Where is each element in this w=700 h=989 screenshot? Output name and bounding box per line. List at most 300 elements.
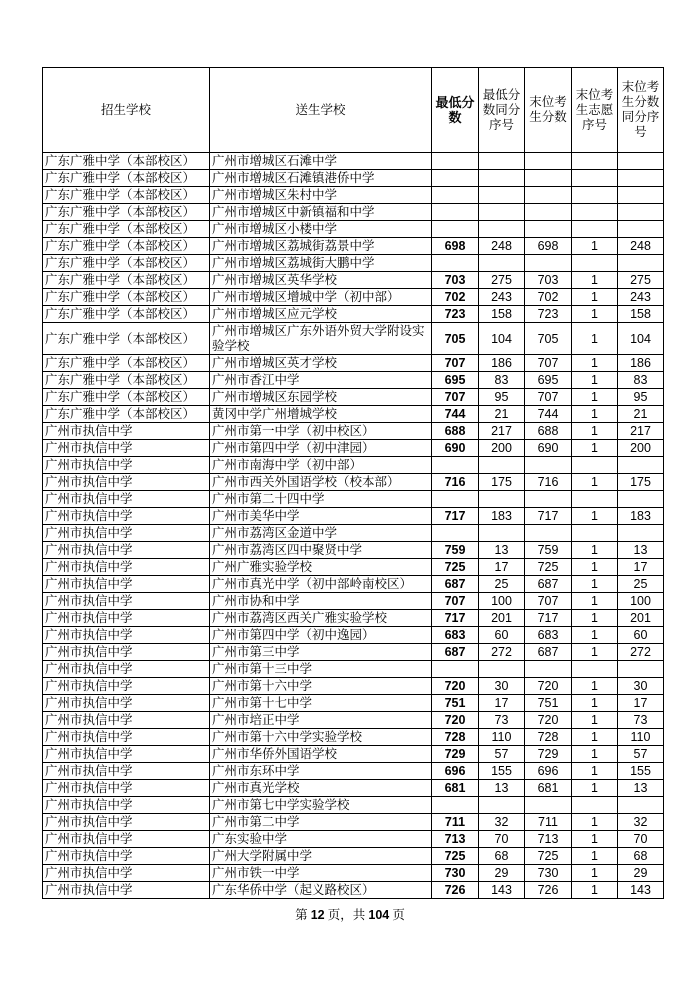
cell-min-score: 725 — [432, 559, 479, 576]
cell-last-pref: 1 — [572, 882, 618, 899]
cell-last-rank: 100 — [618, 593, 664, 610]
cell-min-score: 687 — [432, 644, 479, 661]
admission-table — [42, 67, 664, 899]
cell-sender: 广州市增城区荔城街大鹏中学 — [210, 255, 432, 272]
cell-last-score: 703 — [525, 272, 572, 289]
cell-last-score: 702 — [525, 289, 572, 306]
cell-min-score: 720 — [432, 712, 479, 729]
cell-min-rank: 95 — [479, 389, 525, 406]
cell-min-rank: 73 — [479, 712, 525, 729]
cell-last-score — [525, 187, 572, 204]
cell-school: 广州市执信中学 — [43, 661, 210, 678]
cell-sender: 广州市增城区增城中学（初中部） — [210, 289, 432, 306]
cell-last-rank: 186 — [618, 355, 664, 372]
cell-sender: 广州市华侨外国语学校 — [210, 746, 432, 763]
table-row — [43, 695, 664, 712]
cell-sender: 广州广雅实验学校 — [210, 559, 432, 576]
cell-min-rank: 217 — [479, 423, 525, 440]
cell-last-pref: 1 — [572, 831, 618, 848]
cell-sender: 广州市第十七中学 — [210, 695, 432, 712]
cell-min-score: 717 — [432, 508, 479, 525]
cell-min-score — [432, 255, 479, 272]
header-min-score: 最低分数 — [432, 68, 479, 153]
cell-last-pref: 1 — [572, 323, 618, 355]
cell-school: 广州市执信中学 — [43, 508, 210, 525]
cell-last-rank — [618, 255, 664, 272]
table-row — [43, 508, 664, 525]
cell-min-score: 725 — [432, 848, 479, 865]
cell-min-score: 690 — [432, 440, 479, 457]
cell-last-score: 729 — [525, 746, 572, 763]
cell-last-rank: 17 — [618, 695, 664, 712]
cell-sender: 广州市香江中学 — [210, 372, 432, 389]
cell-sender: 广州市第十六中学实验学校 — [210, 729, 432, 746]
cell-min-score: 683 — [432, 627, 479, 644]
cell-last-score: 696 — [525, 763, 572, 780]
cell-last-score: 695 — [525, 372, 572, 389]
table-row — [43, 678, 664, 695]
cell-last-rank — [618, 525, 664, 542]
cell-school: 广东广雅中学（本部校区） — [43, 204, 210, 221]
table-row — [43, 780, 664, 797]
cell-min-rank — [479, 204, 525, 221]
cell-min-score: 728 — [432, 729, 479, 746]
cell-last-score — [525, 170, 572, 187]
cell-min-score — [432, 153, 479, 170]
cell-min-rank: 32 — [479, 814, 525, 831]
cell-school: 广州市执信中学 — [43, 882, 210, 899]
cell-last-pref: 1 — [572, 593, 618, 610]
cell-last-score — [525, 661, 572, 678]
cell-sender: 广州市第四中学（初中逸园） — [210, 627, 432, 644]
cell-sender: 黄冈中学广州增城学校 — [210, 406, 432, 423]
cell-school: 广州市执信中学 — [43, 644, 210, 661]
cell-school: 广东广雅中学（本部校区） — [43, 170, 210, 187]
cell-min-score: 711 — [432, 814, 479, 831]
cell-school: 广东广雅中学（本部校区） — [43, 153, 210, 170]
cell-last-rank: 29 — [618, 865, 664, 882]
footer-page-number: 12 — [310, 908, 325, 922]
cell-school: 广州市执信中学 — [43, 712, 210, 729]
cell-min-score: 744 — [432, 406, 479, 423]
cell-sender: 广州市第十三中学 — [210, 661, 432, 678]
cell-school: 广东广雅中学（本部校区） — [43, 272, 210, 289]
cell-last-score: 713 — [525, 831, 572, 848]
cell-min-rank — [479, 491, 525, 508]
cell-min-score — [432, 661, 479, 678]
cell-last-pref: 1 — [572, 289, 618, 306]
cell-last-rank: 32 — [618, 814, 664, 831]
cell-min-rank: 186 — [479, 355, 525, 372]
cell-sender: 广州市第一中学（初中校区） — [210, 423, 432, 440]
cell-min-rank — [479, 797, 525, 814]
cell-sender: 广州市真光学校 — [210, 780, 432, 797]
cell-min-score — [432, 491, 479, 508]
cell-min-rank: 200 — [479, 440, 525, 457]
table-row — [43, 593, 664, 610]
cell-min-rank: 100 — [479, 593, 525, 610]
cell-school: 广州市执信中学 — [43, 440, 210, 457]
cell-sender: 广州市第三中学 — [210, 644, 432, 661]
cell-sender: 广州市第十六中学 — [210, 678, 432, 695]
cell-last-score: 705 — [525, 323, 572, 355]
cell-min-rank: 183 — [479, 508, 525, 525]
cell-last-pref: 1 — [572, 576, 618, 593]
table-body — [43, 153, 664, 899]
cell-min-score: 707 — [432, 355, 479, 372]
cell-last-rank: 243 — [618, 289, 664, 306]
cell-last-pref — [572, 221, 618, 238]
cell-last-score: 687 — [525, 644, 572, 661]
header-min-rank: 最低分数同分序号 — [479, 68, 525, 153]
cell-last-pref: 1 — [572, 559, 618, 576]
cell-last-rank: 13 — [618, 542, 664, 559]
table-row — [43, 323, 664, 355]
cell-last-rank: 95 — [618, 389, 664, 406]
cell-school: 广州市执信中学 — [43, 525, 210, 542]
cell-school: 广州市执信中学 — [43, 729, 210, 746]
cell-last-pref: 1 — [572, 746, 618, 763]
cell-sender: 广州市南海中学（初中部） — [210, 457, 432, 474]
cell-min-rank — [479, 661, 525, 678]
cell-sender: 广州市荔湾区西关广雅实验学校 — [210, 610, 432, 627]
cell-last-rank: 110 — [618, 729, 664, 746]
cell-last-rank — [618, 491, 664, 508]
cell-last-pref: 1 — [572, 372, 618, 389]
cell-min-score: 681 — [432, 780, 479, 797]
cell-min-rank: 243 — [479, 289, 525, 306]
cell-last-rank: 21 — [618, 406, 664, 423]
cell-last-score: 720 — [525, 678, 572, 695]
cell-min-rank: 83 — [479, 372, 525, 389]
table-row — [43, 831, 664, 848]
cell-last-score: 711 — [525, 814, 572, 831]
cell-last-rank — [618, 797, 664, 814]
cell-last-score: 730 — [525, 865, 572, 882]
cell-min-score — [432, 525, 479, 542]
cell-last-score: 717 — [525, 508, 572, 525]
cell-min-rank: 272 — [479, 644, 525, 661]
cell-last-score: 681 — [525, 780, 572, 797]
cell-last-score: 683 — [525, 627, 572, 644]
header-row — [43, 68, 664, 153]
cell-last-pref — [572, 204, 618, 221]
cell-last-rank — [618, 221, 664, 238]
cell-last-rank: 57 — [618, 746, 664, 763]
cell-sender: 广州市增城区英华学校 — [210, 272, 432, 289]
cell-last-score — [525, 255, 572, 272]
cell-min-score: 720 — [432, 678, 479, 695]
cell-last-rank: 155 — [618, 763, 664, 780]
cell-last-rank — [618, 153, 664, 170]
table-row — [43, 848, 664, 865]
cell-sender: 广州市培正中学 — [210, 712, 432, 729]
cell-sender: 广州市增城区石滩镇港侨中学 — [210, 170, 432, 187]
cell-min-rank: 201 — [479, 610, 525, 627]
cell-sender: 广州市荔湾区金道中学 — [210, 525, 432, 542]
cell-min-rank: 13 — [479, 780, 525, 797]
footer-total-pages: 104 — [368, 908, 390, 922]
cell-school: 广东广雅中学（本部校区） — [43, 238, 210, 255]
cell-last-score: 687 — [525, 576, 572, 593]
cell-min-score: 688 — [432, 423, 479, 440]
cell-school: 广东广雅中学（本部校区） — [43, 289, 210, 306]
cell-min-rank: 17 — [479, 559, 525, 576]
cell-school: 广东广雅中学（本部校区） — [43, 187, 210, 204]
cell-school: 广州市执信中学 — [43, 457, 210, 474]
cell-last-rank — [618, 457, 664, 474]
cell-last-rank: 201 — [618, 610, 664, 627]
cell-last-rank: 30 — [618, 678, 664, 695]
cell-last-score — [525, 525, 572, 542]
cell-sender: 广州市东环中学 — [210, 763, 432, 780]
cell-sender: 广州市增城区荔城街荔景中学 — [210, 238, 432, 255]
cell-min-score — [432, 204, 479, 221]
table-row — [43, 882, 664, 899]
cell-last-pref — [572, 525, 618, 542]
table-row — [43, 474, 664, 491]
table-row — [43, 610, 664, 627]
cell-min-score: 687 — [432, 576, 479, 593]
cell-sender: 广州大学附属中学 — [210, 848, 432, 865]
cell-last-score: 688 — [525, 423, 572, 440]
cell-last-rank — [618, 204, 664, 221]
cell-min-score: 698 — [432, 238, 479, 255]
cell-school: 广州市执信中学 — [43, 780, 210, 797]
header-school: 招生学校 — [43, 68, 210, 153]
table-row — [43, 559, 664, 576]
cell-last-rank: 60 — [618, 627, 664, 644]
cell-min-rank: 68 — [479, 848, 525, 865]
cell-min-score — [432, 797, 479, 814]
table-row — [43, 865, 664, 882]
table-row — [43, 272, 664, 289]
cell-sender: 广州市第四中学（初中津园） — [210, 440, 432, 457]
cell-min-score: 713 — [432, 831, 479, 848]
cell-min-rank: 29 — [479, 865, 525, 882]
cell-min-score: 716 — [432, 474, 479, 491]
cell-school: 广州市执信中学 — [43, 593, 210, 610]
table-row — [43, 170, 664, 187]
cell-last-rank: 143 — [618, 882, 664, 899]
cell-school: 广东广雅中学（本部校区） — [43, 406, 210, 423]
cell-last-pref — [572, 491, 618, 508]
cell-last-score — [525, 153, 572, 170]
cell-min-rank: 275 — [479, 272, 525, 289]
cell-min-score: 751 — [432, 695, 479, 712]
cell-min-rank: 143 — [479, 882, 525, 899]
cell-min-rank: 17 — [479, 695, 525, 712]
cell-school: 广州市执信中学 — [43, 627, 210, 644]
cell-last-pref — [572, 170, 618, 187]
cell-last-pref — [572, 255, 618, 272]
cell-min-score: 696 — [432, 763, 479, 780]
cell-last-pref: 1 — [572, 814, 618, 831]
header-last-rank: 末位考生分数同分序号 — [618, 68, 664, 153]
cell-school: 广州市执信中学 — [43, 746, 210, 763]
cell-school: 广州市执信中学 — [43, 610, 210, 627]
cell-last-score — [525, 221, 572, 238]
cell-last-rank: 175 — [618, 474, 664, 491]
cell-min-score: 695 — [432, 372, 479, 389]
cell-school: 广东广雅中学（本部校区） — [43, 323, 210, 355]
table-row — [43, 440, 664, 457]
cell-sender: 广州市美华中学 — [210, 508, 432, 525]
cell-last-rank: 275 — [618, 272, 664, 289]
cell-min-score — [432, 187, 479, 204]
cell-sender: 广州市协和中学 — [210, 593, 432, 610]
footer-middle: 页，共 — [327, 908, 366, 922]
table-row — [43, 187, 664, 204]
cell-min-rank — [479, 221, 525, 238]
cell-last-pref: 1 — [572, 627, 618, 644]
cell-sender: 广州市增城区应元学校 — [210, 306, 432, 323]
cell-min-rank: 175 — [479, 474, 525, 491]
table-row — [43, 814, 664, 831]
cell-school: 广东广雅中学（本部校区） — [43, 221, 210, 238]
cell-min-rank — [479, 153, 525, 170]
cell-last-score: 707 — [525, 593, 572, 610]
cell-sender: 广州市增城区广东外语外贸大学附设实验学校 — [210, 323, 432, 355]
page-footer — [0, 905, 700, 923]
cell-school: 广东广雅中学（本部校区） — [43, 355, 210, 372]
cell-last-rank — [618, 170, 664, 187]
cell-sender: 广州市第二中学 — [210, 814, 432, 831]
cell-last-pref: 1 — [572, 440, 618, 457]
cell-last-pref — [572, 457, 618, 474]
cell-school: 广州市执信中学 — [43, 678, 210, 695]
cell-min-rank: 110 — [479, 729, 525, 746]
cell-last-score: 744 — [525, 406, 572, 423]
table-row — [43, 153, 664, 170]
cell-sender: 广州市第二十四中学 — [210, 491, 432, 508]
cell-min-rank: 70 — [479, 831, 525, 848]
cell-last-score: 726 — [525, 882, 572, 899]
cell-min-score — [432, 457, 479, 474]
table-row — [43, 627, 664, 644]
cell-last-score — [525, 797, 572, 814]
cell-last-pref — [572, 187, 618, 204]
cell-school: 广州市执信中学 — [43, 865, 210, 882]
cell-sender: 广州市第七中学实验学校 — [210, 797, 432, 814]
cell-sender: 广州市西关外国语学校（校本部） — [210, 474, 432, 491]
cell-last-score: 725 — [525, 848, 572, 865]
cell-last-rank: 158 — [618, 306, 664, 323]
cell-last-rank: 104 — [618, 323, 664, 355]
cell-sender: 广东实验中学 — [210, 831, 432, 848]
cell-last-rank — [618, 661, 664, 678]
cell-last-pref: 1 — [572, 508, 618, 525]
table-row — [43, 644, 664, 661]
cell-last-score: 751 — [525, 695, 572, 712]
cell-sender: 广州市真光中学（初中部岭南校区） — [210, 576, 432, 593]
cell-last-pref — [572, 153, 618, 170]
cell-min-rank: 25 — [479, 576, 525, 593]
cell-min-rank — [479, 525, 525, 542]
cell-school: 广州市执信中学 — [43, 831, 210, 848]
table-row — [43, 491, 664, 508]
header-last-score: 末位考生分数 — [525, 68, 572, 153]
cell-last-pref: 1 — [572, 712, 618, 729]
cell-sender: 广州市增城区石滩中学 — [210, 153, 432, 170]
cell-last-pref: 1 — [572, 610, 618, 627]
cell-sender: 广东华侨中学（起义路校区） — [210, 882, 432, 899]
cell-min-score — [432, 170, 479, 187]
table-row — [43, 661, 664, 678]
cell-last-pref: 1 — [572, 355, 618, 372]
table-row — [43, 423, 664, 440]
table-row — [43, 525, 664, 542]
cell-school: 广州市执信中学 — [43, 763, 210, 780]
cell-last-rank: 70 — [618, 831, 664, 848]
table-row — [43, 797, 664, 814]
cell-last-pref: 1 — [572, 729, 618, 746]
cell-school: 广州市执信中学 — [43, 797, 210, 814]
cell-school: 广州市执信中学 — [43, 423, 210, 440]
cell-last-score: 707 — [525, 389, 572, 406]
table-row — [43, 406, 664, 423]
cell-school: 广州市执信中学 — [43, 491, 210, 508]
cell-last-rank: 183 — [618, 508, 664, 525]
table-row — [43, 763, 664, 780]
cell-last-pref: 1 — [572, 865, 618, 882]
table-row — [43, 457, 664, 474]
cell-min-rank: 57 — [479, 746, 525, 763]
cell-last-rank — [618, 187, 664, 204]
table-row — [43, 238, 664, 255]
cell-last-score: 723 — [525, 306, 572, 323]
table-row — [43, 372, 664, 389]
cell-last-rank: 68 — [618, 848, 664, 865]
cell-sender: 广州市增城区中新镇福和中学 — [210, 204, 432, 221]
cell-min-score: 703 — [432, 272, 479, 289]
table-row — [43, 729, 664, 746]
cell-last-rank: 25 — [618, 576, 664, 593]
cell-last-pref: 1 — [572, 695, 618, 712]
cell-sender: 广州市增城区东园学校 — [210, 389, 432, 406]
cell-last-score: 728 — [525, 729, 572, 746]
cell-min-score: 707 — [432, 389, 479, 406]
cell-school: 广州市执信中学 — [43, 848, 210, 865]
cell-min-score: 705 — [432, 323, 479, 355]
cell-last-pref: 1 — [572, 542, 618, 559]
cell-min-rank: 248 — [479, 238, 525, 255]
cell-last-rank: 73 — [618, 712, 664, 729]
cell-school: 广东广雅中学（本部校区） — [43, 255, 210, 272]
cell-last-pref: 1 — [572, 780, 618, 797]
cell-last-score — [525, 457, 572, 474]
cell-last-pref: 1 — [572, 678, 618, 695]
cell-min-rank: 21 — [479, 406, 525, 423]
cell-school: 广东广雅中学（本部校区） — [43, 389, 210, 406]
cell-last-pref: 1 — [572, 848, 618, 865]
cell-min-rank: 30 — [479, 678, 525, 695]
cell-school: 广东广雅中学（本部校区） — [43, 306, 210, 323]
footer-suffix: 页 — [392, 908, 405, 922]
cell-last-score: 690 — [525, 440, 572, 457]
cell-school: 广州市执信中学 — [43, 559, 210, 576]
cell-min-score: 723 — [432, 306, 479, 323]
cell-last-score — [525, 204, 572, 221]
cell-last-score — [525, 491, 572, 508]
cell-last-score: 716 — [525, 474, 572, 491]
cell-last-score: 698 — [525, 238, 572, 255]
cell-school: 广东广雅中学（本部校区） — [43, 372, 210, 389]
cell-last-pref: 1 — [572, 474, 618, 491]
cell-last-pref — [572, 797, 618, 814]
cell-last-score: 759 — [525, 542, 572, 559]
cell-min-rank — [479, 187, 525, 204]
